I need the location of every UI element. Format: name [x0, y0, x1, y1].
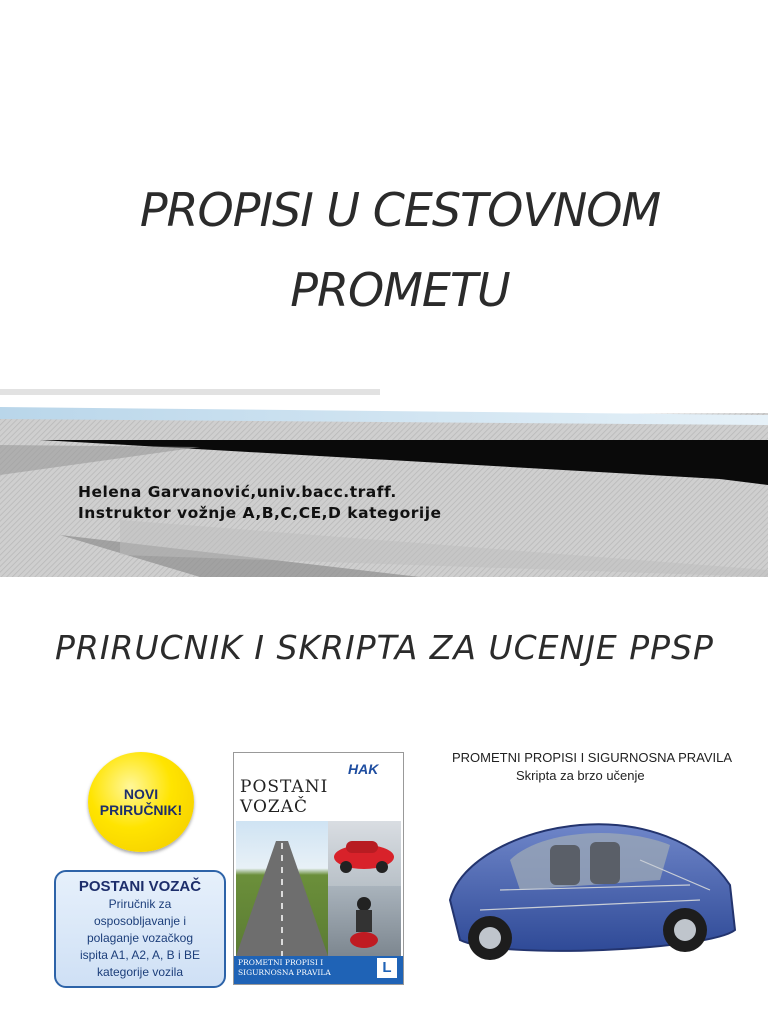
title-line-2: PROMETU: [290, 263, 510, 317]
book-title-line-1: POSTANI: [240, 777, 329, 797]
title-line-1: PROPISI U CESTOVNOM: [139, 183, 661, 237]
decorative-band: [0, 385, 768, 577]
infobox-line: Priručnik za: [108, 897, 172, 911]
book-footer-line-2: SIGURNOSNA PRAVILA: [238, 968, 331, 977]
skripta-heading: [452, 749, 732, 785]
car-cutaway-illustration: [440, 790, 740, 975]
red-car-photo: [328, 821, 401, 886]
road-graphic: [236, 821, 328, 956]
book-title: [240, 777, 328, 817]
author-name: Helena Garvanović,univ.bacc.traff.: [78, 483, 397, 501]
skripta-line-1: PROMETNI PROPISI I SIGURNOSNA PRAVILA: [452, 750, 733, 765]
postani-vozac-infobox: [54, 870, 226, 988]
learner-l-badge: L: [377, 958, 397, 978]
red-car-graphic: [328, 821, 401, 886]
hak-logo: HAK: [348, 761, 379, 777]
subtitle: PRIRUCNIK I SKRIPTA ZA UCENJE PPSP: [55, 628, 714, 667]
infobox-line: ispita A1, A2, A, B i BE: [79, 948, 201, 962]
infobox-line: kategorije vozila: [96, 965, 184, 979]
skripta-line-2: Skripta za brzo učenje: [516, 768, 645, 783]
author-role: Instruktor vožnje A,B,C,CE,D kategorije: [78, 504, 442, 522]
novi-prirucnik-badge: [88, 752, 194, 852]
band-graphic: [0, 385, 768, 577]
car-cutaway-graphic: [440, 790, 740, 975]
road-photo: [236, 821, 328, 956]
badge-line-2: PRIRUČNIK!: [99, 802, 183, 818]
page-title: [0, 170, 768, 330]
infobox-line: osposobljavanje i: [93, 914, 187, 928]
book-title-line-2: VOZAČ: [240, 797, 309, 817]
motorcycle-graphic: [328, 886, 401, 956]
book-cover: [233, 752, 404, 985]
infobox-heading: POSTANI VOZAČ: [78, 878, 202, 895]
badge-line-1: NOVI: [123, 786, 159, 802]
author-block: [78, 482, 442, 524]
motorcycle-photo: [328, 886, 401, 956]
infobox-line: polaganje vozačkog: [86, 931, 194, 945]
book-footer-line-1: PROMETNI PROPISI I: [238, 958, 324, 967]
book-footer-text: [238, 958, 331, 978]
